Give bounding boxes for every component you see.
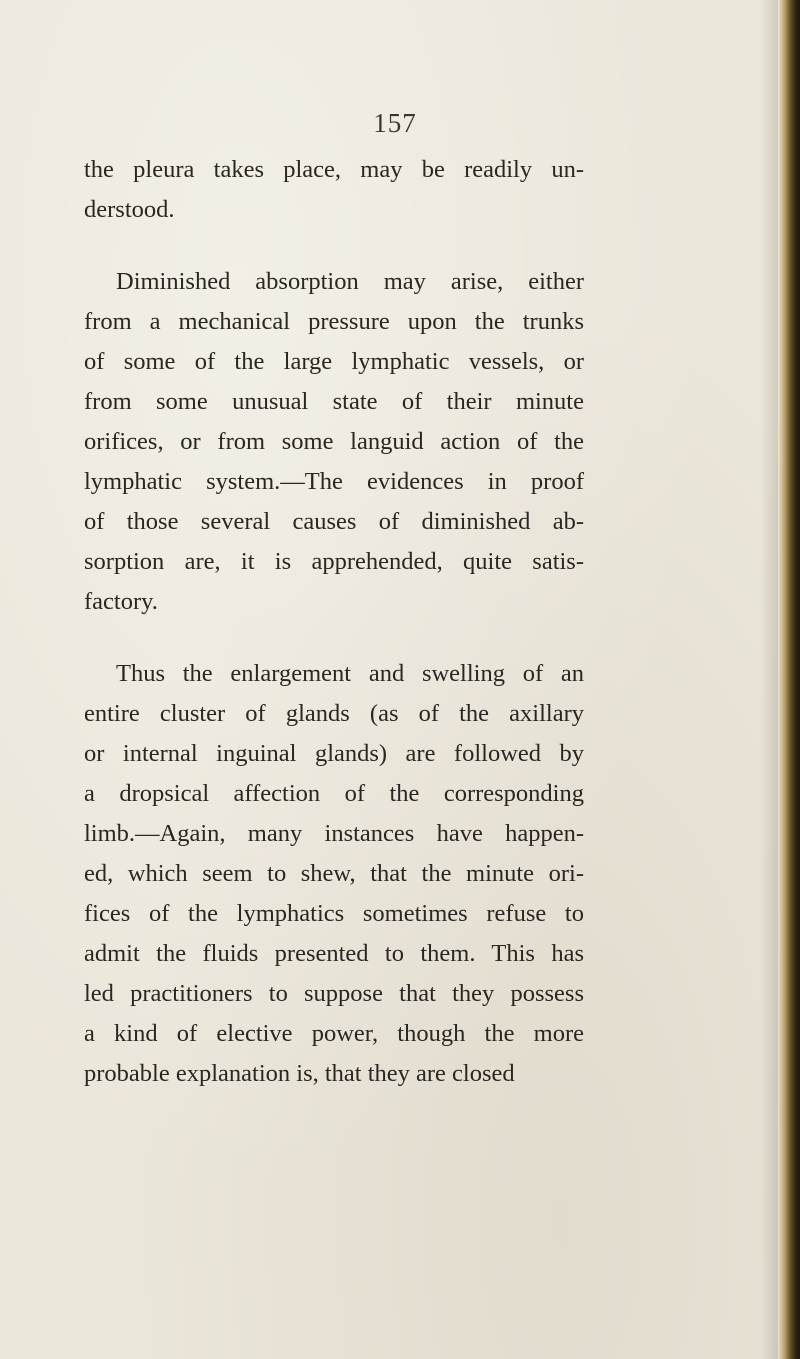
text-line: of those several causes of diminished ab- xyxy=(84,508,584,535)
text-line: admit the fluids presented to them. This has xyxy=(84,940,584,967)
body-text xyxy=(84,150,584,1094)
text-line: ed, which seem to shew, that the minute ori- xyxy=(84,860,584,887)
text-line: sorption are, it is apprehended, quite satis- xyxy=(84,548,584,575)
page-number: 157 xyxy=(373,108,417,138)
text-line: a kind of elective power, though the more xyxy=(84,1020,584,1047)
paragraph xyxy=(84,262,584,622)
text-line: Diminished absorption may arise, either xyxy=(116,268,584,295)
text-line: of some of the large lymphatic vessels, or xyxy=(84,348,584,375)
paragraph xyxy=(84,150,584,230)
text-line: probable explanation is, that they are closed xyxy=(84,1060,515,1087)
text-line: entire cluster of glands (as of the axillary xyxy=(84,700,584,727)
text-line: the pleura takes place, may be readily un- xyxy=(84,156,584,183)
paragraph xyxy=(84,654,584,1094)
book-spine-edge xyxy=(778,0,800,1359)
text-line: orifices, or from some languid action of the xyxy=(84,428,584,455)
text-line: limb.—Again, many instances have happen- xyxy=(84,820,584,847)
text-line: derstood. xyxy=(84,196,175,223)
text-line: from a mechanical pressure upon the trunks xyxy=(84,308,584,335)
text-line: led practitioners to suppose that they possess xyxy=(84,980,584,1007)
text-line: a dropsical affection of the corresponding xyxy=(84,780,584,807)
text-line: fices of the lymphatics sometimes refuse to xyxy=(84,900,584,927)
text-line: Thus the enlargement and swelling of an xyxy=(116,660,584,687)
binding-shadow xyxy=(760,0,778,1359)
text-line: from some unusual state of their minute xyxy=(84,388,584,415)
text-line: lymphatic system.—The evidences in proof xyxy=(84,468,584,495)
text-line: factory. xyxy=(84,588,158,615)
text-line: or internal inguinal glands) are followed by xyxy=(84,740,584,767)
